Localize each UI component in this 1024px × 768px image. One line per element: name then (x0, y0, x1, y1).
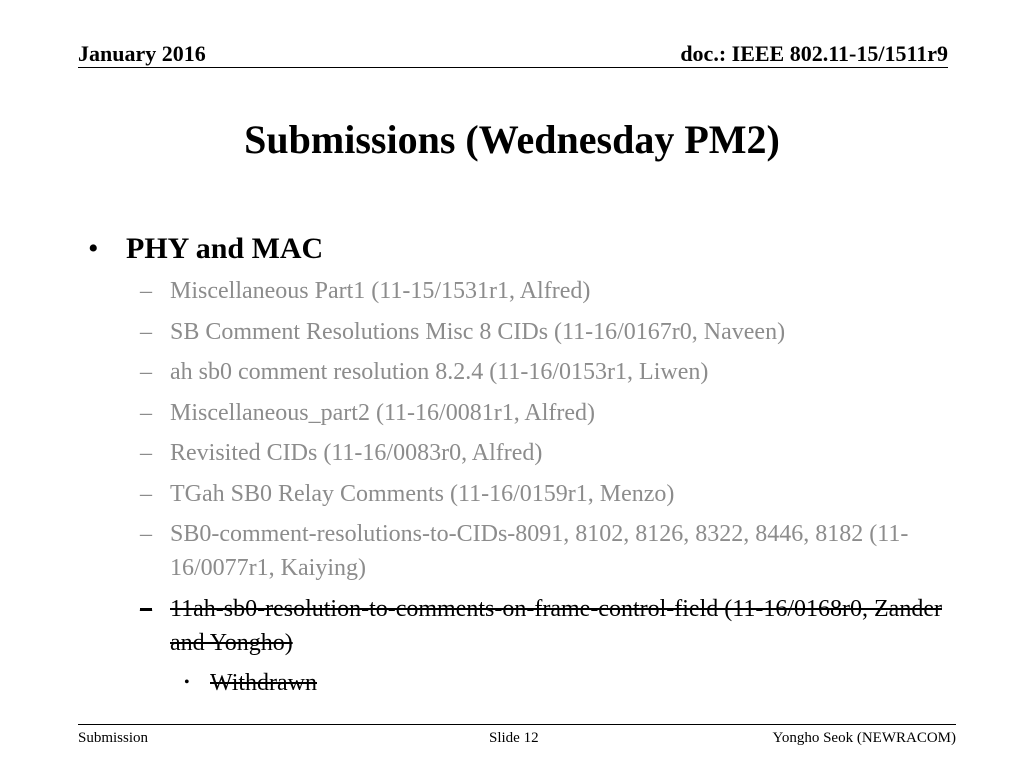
list-item (84, 477, 944, 511)
dash-icon: – (140, 480, 152, 507)
dash-icon: – (140, 521, 152, 547)
bullet-icon: • (184, 674, 190, 691)
list-item (84, 517, 944, 585)
list-item-text: 11ah-sb0-resolution-to-comments-on-frame-control-field (11-16/0168r0, Zander and Yongho) (170, 595, 942, 656)
list-item-text: Revisited CIDs (11-16/0083r0, Alfred) (170, 440, 543, 466)
footer-author: Yongho Seok (NEWRACOM) (772, 730, 956, 746)
list-item (84, 396, 944, 430)
list-item (84, 315, 944, 349)
header-doc-id: doc.: IEEE 802.11-15/1511r9 (680, 41, 948, 66)
section-heading-text: PHY and MAC (126, 232, 324, 265)
slide-title: Submissions (Wednesday PM2) (244, 117, 780, 162)
header-divider (78, 67, 948, 68)
list-item (84, 355, 944, 389)
header-date: January 2016 (78, 41, 206, 66)
footer-submission: Submission (78, 730, 149, 746)
list-item-text: SB Comment Resolutions Misc 8 CIDs (11-16/0167r0, Naveen) (170, 318, 786, 345)
dash-icon: – (140, 278, 152, 304)
footer-divider (78, 724, 956, 725)
list-item-text: ah sb0 comment resolution 8.2.4 (11-16/0153r1, Liwen) (170, 359, 709, 385)
slide-content (84, 224, 944, 700)
list-item-text: Miscellaneous Part1 (11-15/1531r1, Alfred) (170, 278, 591, 304)
list-item-withdrawn (84, 592, 944, 660)
dash-icon: – (140, 440, 152, 466)
bullet-icon: • (88, 232, 99, 265)
list-item (84, 274, 944, 308)
list-item (84, 436, 944, 470)
dash-icon: – (140, 595, 152, 622)
section-heading (84, 224, 944, 274)
dash-icon: – (140, 318, 152, 345)
list-item-text: SB0-comment-resolutions-to-CIDs-8091, 8102, 8126, 8322, 8446, 8182 (11-16/0077r1, Kaiying) (170, 521, 909, 581)
list-item-text: Miscellaneous_part2 (11-16/0081r1, Alfred) (170, 399, 596, 426)
footer-slide-number: Slide 12 (489, 730, 539, 746)
dash-icon: – (140, 399, 152, 426)
sub-list-item-text: Withdrawn (210, 670, 318, 696)
sub-list-item (84, 666, 944, 700)
list-item-text: TGah SB0 Relay Comments (11-16/0159r1, Menzo) (170, 480, 675, 507)
dash-icon: – (140, 359, 152, 385)
